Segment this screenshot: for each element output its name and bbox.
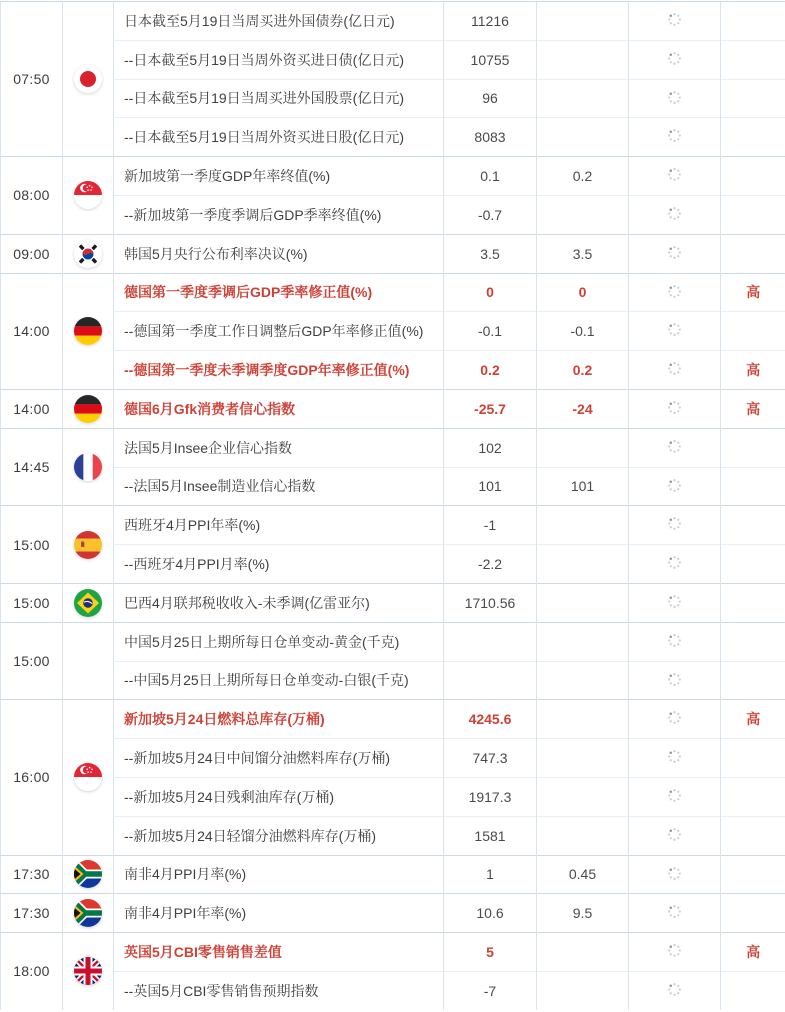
loading-spinner-icon — [667, 749, 682, 767]
forecast-value — [537, 118, 629, 157]
importance-badge — [721, 855, 785, 894]
chart-cell — [629, 855, 721, 894]
chart-cell — [629, 661, 721, 700]
actual-value: 101 — [444, 467, 537, 506]
singapore-flag-icon — [74, 763, 102, 791]
chart-cell — [629, 777, 721, 816]
event-time: 14:00 — [1, 273, 63, 389]
actual-value: 747.3 — [444, 739, 537, 778]
chart-cell — [629, 273, 721, 312]
forecast-value — [537, 622, 629, 661]
table-row[interactable] — [1, 312, 785, 351]
event-time: 14:00 — [1, 389, 63, 428]
chart-cell — [629, 195, 721, 234]
forecast-value: -24 — [537, 389, 629, 428]
actual-value — [444, 661, 537, 700]
chart-cell — [629, 622, 721, 661]
chart-cell — [629, 40, 721, 79]
actual-value: 102 — [444, 428, 537, 467]
event-name: 新加坡5月24日燃料总库存(万桶) — [114, 700, 444, 739]
table-row[interactable] — [1, 195, 785, 234]
event-name: --新加坡第一季度季调后GDP季率终值(%) — [114, 195, 444, 234]
table-row[interactable] — [1, 234, 785, 273]
forecast-value — [537, 661, 629, 700]
forecast-value: 101 — [537, 467, 629, 506]
event-name: --德国第一季度未季调季度GDP年率修正值(%) — [114, 351, 444, 390]
importance-badge — [721, 40, 785, 79]
table-row[interactable] — [1, 855, 785, 894]
actual-value: -0.7 — [444, 195, 537, 234]
chart-cell — [629, 545, 721, 584]
event-name: --日本截至5月19日当周买进外国股票(亿日元) — [114, 79, 444, 118]
event-name: --英国5月CBI零售销售预期指数 — [114, 971, 444, 1009]
event-name: --德国第一季度工作日调整后GDP年率修正值(%) — [114, 312, 444, 351]
importance-badge — [721, 312, 785, 351]
forecast-value — [537, 2, 629, 41]
event-name: --新加坡5月24日残剩油库存(万桶) — [114, 777, 444, 816]
loading-spinner-icon — [667, 710, 682, 728]
loading-spinner-icon — [667, 788, 682, 806]
loading-spinner-icon — [667, 51, 682, 69]
importance-badge — [721, 428, 785, 467]
table-row[interactable] — [1, 661, 785, 700]
table-row[interactable] — [1, 351, 785, 390]
actual-value — [444, 622, 537, 661]
chart-cell — [629, 351, 721, 390]
forecast-value: 0.2 — [537, 351, 629, 390]
actual-value: -7 — [444, 971, 537, 1009]
actual-value: 8083 — [444, 118, 537, 157]
flag-cell — [63, 855, 114, 894]
loading-spinner-icon — [667, 672, 682, 690]
table-row[interactable] — [1, 467, 785, 506]
loading-spinner-icon — [667, 943, 682, 961]
germany-flag-icon — [74, 395, 102, 423]
table-row[interactable] — [1, 971, 785, 1009]
chart-cell — [629, 234, 721, 273]
table-row[interactable] — [1, 816, 785, 855]
importance-badge — [721, 467, 785, 506]
importance-badge — [721, 777, 785, 816]
event-time: 15:00 — [1, 583, 63, 622]
forecast-value: 3.5 — [537, 234, 629, 273]
south-africa-flag-icon — [74, 860, 102, 888]
loading-spinner-icon — [667, 400, 682, 418]
forecast-value: 0 — [537, 273, 629, 312]
flag-cell — [63, 428, 114, 506]
importance-badge: 高 — [721, 351, 785, 390]
importance-badge — [721, 661, 785, 700]
loading-spinner-icon — [667, 904, 682, 922]
forecast-value — [537, 506, 629, 545]
table-row[interactable] — [1, 583, 785, 622]
loading-spinner-icon — [667, 322, 682, 340]
table-row[interactable] — [1, 739, 785, 778]
chart-cell — [629, 933, 721, 972]
flag-cell — [63, 583, 114, 622]
loading-spinner-icon — [667, 439, 682, 457]
loading-spinner-icon — [667, 827, 682, 845]
forecast-value — [537, 583, 629, 622]
loading-spinner-icon — [667, 982, 682, 1000]
event-time: 17:30 — [1, 894, 63, 933]
importance-badge — [721, 971, 785, 1009]
chart-cell — [629, 739, 721, 778]
actual-value: 10.6 — [444, 894, 537, 933]
event-time: 18:00 — [1, 933, 63, 1010]
actual-value: 1 — [444, 855, 537, 894]
event-name: --中国5月25日上期所每日仓单变动-白银(千克) — [114, 661, 444, 700]
table-row[interactable] — [1, 933, 785, 972]
flag-cell — [63, 273, 114, 389]
chart-cell — [629, 816, 721, 855]
event-name: --日本截至5月19日当周外资买进日债(亿日元) — [114, 40, 444, 79]
event-name: 中国5月25日上期所每日仓单变动-黄金(千克) — [114, 622, 444, 661]
france-flag-icon — [74, 453, 102, 481]
forecast-value — [537, 777, 629, 816]
table-row[interactable] — [1, 118, 785, 157]
loading-spinner-icon — [667, 167, 682, 185]
table-row[interactable] — [1, 79, 785, 118]
event-name: 英国5月CBI零售销售差值 — [114, 933, 444, 972]
flag-cell — [63, 389, 114, 428]
table-row[interactable] — [1, 273, 785, 312]
spain-flag-icon — [74, 531, 102, 559]
forecast-value — [537, 739, 629, 778]
actual-value: 0 — [444, 273, 537, 312]
loading-spinner-icon — [667, 90, 682, 108]
flag-cell — [63, 157, 114, 235]
event-name: 德国第一季度季调后GDP季率修正值(%) — [114, 273, 444, 312]
importance-badge — [721, 816, 785, 855]
event-time: 16:00 — [1, 700, 63, 855]
table-row[interactable] — [1, 777, 785, 816]
table-row[interactable] — [1, 2, 785, 41]
germany-flag-icon — [74, 317, 102, 345]
actual-value: -2.2 — [444, 545, 537, 584]
brazil-flag-icon — [74, 589, 102, 617]
loading-spinner-icon — [667, 555, 682, 573]
actual-value: -25.7 — [444, 389, 537, 428]
loading-spinner-icon — [667, 128, 682, 146]
event-name: --西班牙4月PPI月率(%) — [114, 545, 444, 584]
table-row[interactable] — [1, 40, 785, 79]
table-row[interactable] — [1, 545, 785, 584]
table-row[interactable] — [1, 389, 785, 428]
loading-spinner-icon — [667, 594, 682, 612]
forecast-value: 0.2 — [537, 157, 629, 196]
chart-cell — [629, 971, 721, 1009]
loading-spinner-icon — [667, 206, 682, 224]
forecast-value: 9.5 — [537, 894, 629, 933]
chart-cell — [629, 428, 721, 467]
event-name: --新加坡5月24日中间馏分油燃料库存(万桶) — [114, 739, 444, 778]
chart-cell — [629, 700, 721, 739]
flag-cell — [63, 933, 114, 1010]
event-name: 西班牙4月PPI年率(%) — [114, 506, 444, 545]
forecast-value — [537, 545, 629, 584]
chart-cell — [629, 583, 721, 622]
actual-value: 11216 — [444, 2, 537, 41]
event-name: --日本截至5月19日当周外资买进日股(亿日元) — [114, 118, 444, 157]
actual-value: 10755 — [444, 40, 537, 79]
chart-cell — [629, 506, 721, 545]
flag-cell — [63, 234, 114, 273]
loading-spinner-icon — [667, 516, 682, 534]
event-name: 德国6月Gfk消费者信心指数 — [114, 389, 444, 428]
loading-spinner-icon — [667, 633, 682, 651]
forecast-value: -0.1 — [537, 312, 629, 351]
importance-badge — [721, 622, 785, 661]
event-time: 09:00 — [1, 234, 63, 273]
importance-badge — [721, 2, 785, 41]
event-name: 韩国5月央行公布利率决议(%) — [114, 234, 444, 273]
forecast-value — [537, 40, 629, 79]
importance-badge: 高 — [721, 933, 785, 972]
loading-spinner-icon — [667, 361, 682, 379]
loading-spinner-icon — [667, 12, 682, 30]
event-time: 15:00 — [1, 506, 63, 584]
singapore-flag-icon — [74, 181, 102, 209]
forecast-value — [537, 816, 629, 855]
forecast-value — [537, 79, 629, 118]
loading-spinner-icon — [667, 284, 682, 302]
actual-value: -1 — [444, 506, 537, 545]
forecast-value: 0.45 — [537, 855, 629, 894]
event-time: 17:30 — [1, 855, 63, 894]
forecast-value — [537, 428, 629, 467]
event-name: 新加坡第一季度GDP年率终值(%) — [114, 157, 444, 196]
importance-badge — [721, 195, 785, 234]
actual-value: 0.2 — [444, 351, 537, 390]
actual-value: 96 — [444, 79, 537, 118]
table-row[interactable] — [1, 622, 785, 661]
chart-cell — [629, 79, 721, 118]
event-name: --法国5月Insee制造业信心指数 — [114, 467, 444, 506]
forecast-value — [537, 195, 629, 234]
event-name: 南非4月PPI月率(%) — [114, 855, 444, 894]
actual-value: 3.5 — [444, 234, 537, 273]
economic-calendar-table — [0, 1, 785, 1010]
actual-value: 0.1 — [444, 157, 537, 196]
importance-badge — [721, 79, 785, 118]
flag-cell — [63, 2, 114, 157]
event-name: 日本截至5月19日当周买进外国债券(亿日元) — [114, 2, 444, 41]
flag-cell — [63, 894, 114, 933]
chart-cell — [629, 312, 721, 351]
japan-flag-icon — [74, 65, 102, 93]
event-time: 07:50 — [1, 2, 63, 157]
flag-cell — [63, 700, 114, 855]
importance-badge — [721, 894, 785, 933]
forecast-value — [537, 971, 629, 1009]
united-kingdom-flag-icon — [74, 957, 102, 985]
table-row[interactable] — [1, 700, 785, 739]
chart-cell — [629, 157, 721, 196]
table-row[interactable] — [1, 894, 785, 933]
actual-value: 4245.6 — [444, 700, 537, 739]
importance-badge — [721, 157, 785, 196]
loading-spinner-icon — [667, 245, 682, 263]
south-africa-flag-icon — [74, 899, 102, 927]
event-time: 08:00 — [1, 157, 63, 235]
chart-cell — [629, 467, 721, 506]
forecast-value — [537, 933, 629, 972]
actual-value: 1710.56 — [444, 583, 537, 622]
table-row[interactable] — [1, 157, 785, 196]
chart-cell — [629, 118, 721, 157]
actual-value: -0.1 — [444, 312, 537, 351]
table-row[interactable] — [1, 506, 785, 545]
event-name: 巴西4月联邦税收收入-未季调(亿雷亚尔) — [114, 583, 444, 622]
importance-badge — [721, 545, 785, 584]
south-korea-flag-icon — [74, 240, 102, 268]
chart-cell — [629, 2, 721, 41]
event-name: 法国5月Insee企业信心指数 — [114, 428, 444, 467]
importance-badge — [721, 739, 785, 778]
actual-value: 1581 — [444, 816, 537, 855]
chart-cell — [629, 894, 721, 933]
importance-badge — [721, 118, 785, 157]
chart-cell — [629, 389, 721, 428]
loading-spinner-icon — [667, 478, 682, 496]
actual-value: 1917.3 — [444, 777, 537, 816]
event-time: 14:45 — [1, 428, 63, 506]
importance-badge: 高 — [721, 389, 785, 428]
loading-spinner-icon — [667, 866, 682, 884]
importance-badge: 高 — [721, 273, 785, 312]
actual-value: 5 — [444, 933, 537, 972]
forecast-value — [537, 700, 629, 739]
event-name: --新加坡5月24日轻馏分油燃料库存(万桶) — [114, 816, 444, 855]
event-time: 15:00 — [1, 622, 63, 700]
importance-badge: 高 — [721, 700, 785, 739]
flag-cell — [63, 506, 114, 584]
event-name: 南非4月PPI年率(%) — [114, 894, 444, 933]
flag-cell — [63, 622, 114, 700]
importance-badge — [721, 506, 785, 545]
importance-badge — [721, 583, 785, 622]
importance-badge — [721, 234, 785, 273]
table-row[interactable] — [1, 428, 785, 467]
